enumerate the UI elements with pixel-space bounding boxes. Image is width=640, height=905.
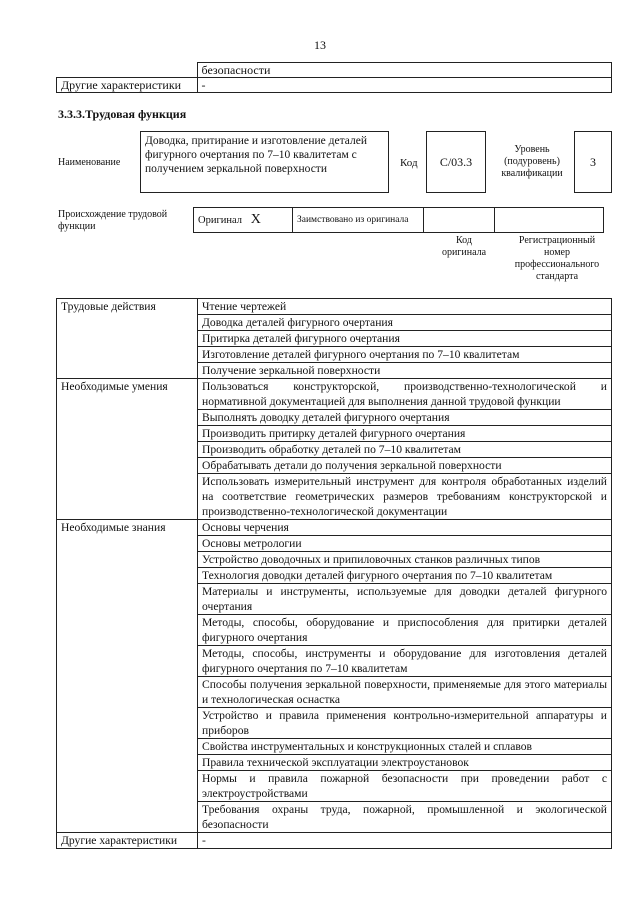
reg-number-label: Регистрационный номер профессионального стандарта bbox=[514, 235, 600, 282]
level-box bbox=[574, 131, 612, 193]
category-cell: Необходимые знания bbox=[57, 520, 198, 833]
item-cell: Основы метрологии bbox=[198, 536, 612, 552]
borrowed-cell: Заимствовано из оригинала bbox=[293, 208, 424, 233]
item-cell: Способы получения зеркальной поверхности, применяемые для этого материалы и технологическая оснастка bbox=[198, 677, 612, 708]
item-cell: Выполнять доводку деталей фигурного очертания bbox=[198, 410, 612, 426]
table-row bbox=[57, 78, 612, 93]
origin-table bbox=[193, 207, 604, 233]
top-continuation-table bbox=[56, 62, 612, 93]
item-cell: Нормы и правила пожарной безопасности при проведении работ с электроустройствами bbox=[198, 771, 612, 802]
item-cell: Технология доводки деталей фигурного очертания по 7–10 квалитетам bbox=[198, 568, 612, 584]
function-name-box: Доводка, притирание и изготовление деталей фигурного очертания по 7–10 квалитетам с получением зеркальной поверхности bbox=[140, 131, 389, 193]
item-cell: Использовать измерительный инструмент для контроля обработанных изделий на соответствие геометрических размеров требованиям конструкторской и производственно-технологической документации bbox=[198, 474, 612, 520]
level-value: 3 bbox=[590, 154, 596, 169]
item-cell: Методы, способы, инструменты и оборудование для изготовления деталей фигурного очертания по 7–10 квалитетам bbox=[198, 646, 612, 677]
item-cell: Изготовление деталей фигурного очертания по 7–10 квалитетам bbox=[198, 347, 612, 363]
item-cell: Производить обработку деталей по 7–10 квалитетам bbox=[198, 442, 612, 458]
item-cell: Материалы и инструменты, используемые для доводки деталей фигурного очертания bbox=[198, 584, 612, 615]
item-cell: Обрабатывать детали до получения зеркальной поверхности bbox=[198, 458, 612, 474]
item-cell: Методы, способы, оборудование и приспособления для притирки деталей фигурного очертания bbox=[198, 615, 612, 646]
item-cell: Устройство доводочных и припиловочных станков различных типов bbox=[198, 552, 612, 568]
page-number: 13 bbox=[314, 38, 326, 52]
item-cell: Требования охраны труда, пожарной, промышленной и экологической безопасности bbox=[198, 802, 612, 833]
item-cell: Производить притирку деталей фигурного очертания bbox=[198, 426, 612, 442]
table-cell: безопасности bbox=[197, 63, 612, 78]
reg-number-cell bbox=[495, 208, 604, 233]
item-cell: - bbox=[198, 833, 612, 849]
category-cell: Трудовые действия bbox=[57, 299, 198, 379]
origin-label: Происхождение трудовой функции bbox=[58, 209, 168, 232]
code-original-label: Код оригинала bbox=[441, 235, 487, 258]
category-cell: Другие характеристики bbox=[57, 833, 198, 849]
item-cell: Основы черчения bbox=[198, 520, 612, 536]
item-cell: Устройство и правила применения контрольно-измерительной аппаратуры и приборов bbox=[198, 708, 612, 739]
table-cell bbox=[57, 63, 198, 78]
function-code-box bbox=[426, 131, 486, 193]
item-cell: Притирка деталей фигурного очертания bbox=[198, 331, 612, 347]
main-table bbox=[56, 298, 612, 849]
item-cell: Свойства инструментальных и конструкционных сталей и сплавов bbox=[198, 739, 612, 755]
section-heading: 3.3.3.Трудовая функция bbox=[58, 107, 187, 121]
category-cell: Необходимые умения bbox=[57, 379, 198, 520]
table-row bbox=[57, 299, 612, 315]
item-cell: Пользоваться конструкторской, производственно-технологической и нормативной документацией для выполнения данной трудовой функции bbox=[198, 379, 612, 410]
item-cell: Чтение чертежей bbox=[198, 299, 612, 315]
item-cell: Доводка деталей фигурного очертания bbox=[198, 315, 612, 331]
function-code: C/03.3 bbox=[439, 154, 473, 169]
table-cell: - bbox=[197, 78, 612, 93]
table-row bbox=[57, 63, 612, 78]
table-row bbox=[194, 208, 604, 233]
table-cell: Другие характеристики bbox=[57, 78, 198, 93]
item-cell: Получение зеркальной поверхности bbox=[198, 363, 612, 379]
code-label: Код bbox=[400, 157, 418, 169]
table-row bbox=[57, 379, 612, 410]
table-row bbox=[57, 520, 612, 536]
table-row bbox=[57, 833, 612, 849]
name-label: Наименование bbox=[58, 157, 121, 168]
level-label: Уровень (подуровень) квалификации bbox=[501, 144, 563, 179]
original-mark: X bbox=[250, 212, 261, 227]
original-label: Оригинал bbox=[198, 215, 242, 226]
code-original-cell bbox=[424, 208, 495, 233]
item-cell: Правила технической эксплуатации электроустановок bbox=[198, 755, 612, 771]
original-cell bbox=[194, 208, 293, 233]
